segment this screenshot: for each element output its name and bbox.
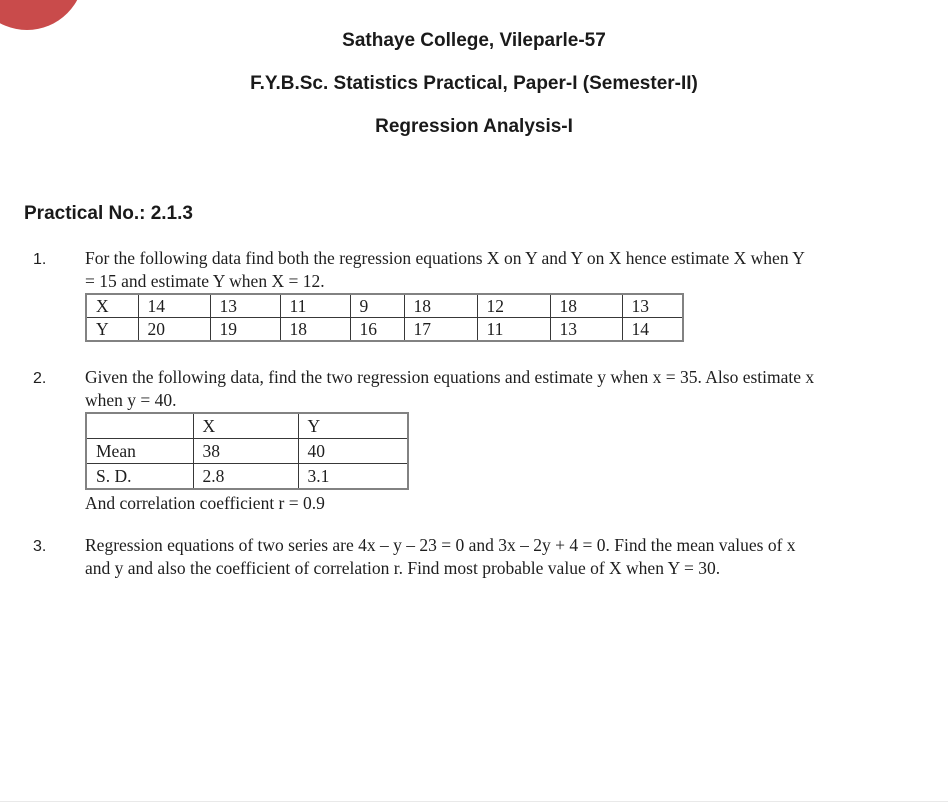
question-3: [33, 534, 948, 580]
question-2-text-line-2: when y = 40.: [85, 390, 177, 410]
topic-title: Regression Analysis-I: [375, 116, 573, 137]
question-3-text-line-2: and y and also the coefficient of correlation r. Find most probable value of X when Y = 30.: [85, 558, 721, 578]
table-cell: 38: [193, 439, 298, 464]
table-cell: X: [86, 294, 138, 318]
question-1-body: [85, 247, 917, 342]
table-row-mean: [86, 439, 408, 464]
question-2-number: 2.: [33, 370, 47, 387]
table-cell: 18: [404, 294, 477, 318]
table-cell: 13: [210, 294, 280, 318]
document-header: [0, 0, 948, 138]
question-1: [33, 247, 948, 342]
table-cell: 11: [280, 294, 350, 318]
table-cell: 11: [477, 318, 550, 342]
table-row-sd: [86, 464, 408, 490]
table-row-x: [86, 294, 683, 318]
practical-number-heading: Practical No.: 2.1.3: [24, 203, 193, 224]
table-cell: Y: [86, 318, 138, 342]
table-cell: 19: [210, 318, 280, 342]
table-cell: 18: [550, 294, 622, 318]
table-row-y: [86, 318, 683, 342]
table-cell: Mean: [86, 439, 193, 464]
table-cell: 20: [138, 318, 210, 342]
question-3-text-line-1: Regression equations of two series are 4x – y – 23 = 0 and 3x – 2y + 4 = 0. Find the mean values of x: [85, 535, 796, 555]
question-2: [33, 366, 948, 515]
question-3-number: 3.: [33, 538, 47, 555]
table-cell: 17: [404, 318, 477, 342]
table-cell: 16: [350, 318, 404, 342]
question-2-body: [85, 366, 917, 515]
college-title: Sathaye College, Vileparle-57: [342, 30, 606, 51]
course-title: F.Y.B.Sc. Statistics Practical, Paper-I (Semester-II): [250, 73, 698, 94]
question-2-text-line-1: Given the following data, find the two regression equations and estimate y when x = 35. Also estimate x: [85, 367, 815, 387]
question-1-number: 1.: [33, 251, 47, 268]
table-cell: 12: [477, 294, 550, 318]
question-1-text-line-2: = 15 and estimate Y when X = 12.: [85, 271, 325, 291]
table-cell: Y: [298, 413, 408, 439]
question-3-body: [85, 534, 917, 580]
question-1-data-table: [85, 293, 684, 342]
table-cell: 18: [280, 318, 350, 342]
table-cell: 2.8: [193, 464, 298, 490]
table-cell: 3.1: [298, 464, 408, 490]
question-1-text-line-1: For the following data find both the regression equations X on Y and Y on X hence estimate X when Y: [85, 248, 805, 268]
table-cell: 13: [550, 318, 622, 342]
table-cell: 14: [138, 294, 210, 318]
table-row-header: [86, 413, 408, 439]
question-2-data-table: [85, 412, 409, 490]
table-cell: 14: [622, 318, 683, 342]
table-cell: 40: [298, 439, 408, 464]
table-cell: S. D.: [86, 464, 193, 490]
table-cell: 13: [622, 294, 683, 318]
correlation-note: And correlation coefficient r = 0.9: [85, 493, 325, 513]
table-cell: 9: [350, 294, 404, 318]
table-cell: [86, 413, 193, 439]
table-cell: X: [193, 413, 298, 439]
